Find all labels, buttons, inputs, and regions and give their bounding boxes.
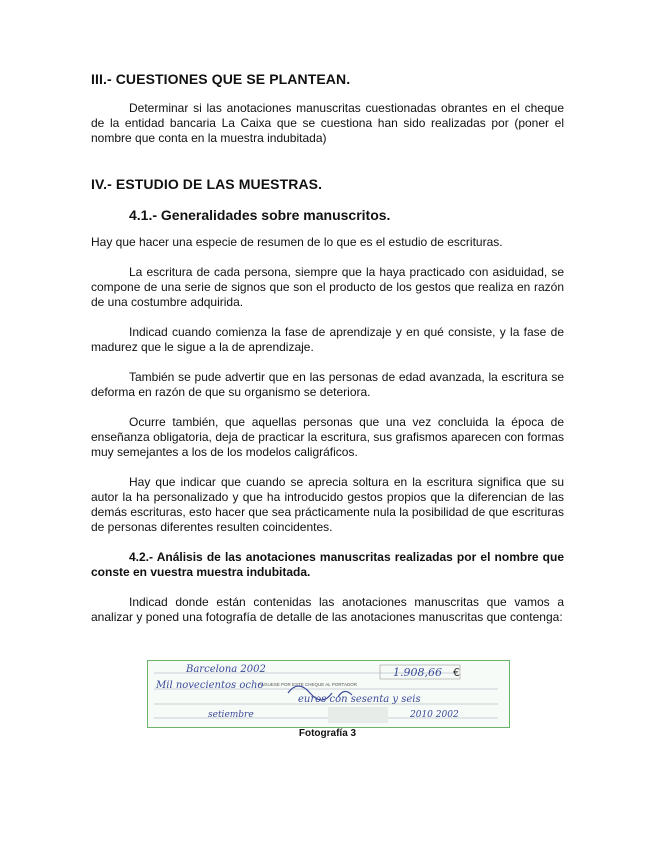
figure-caption: Fotografía 3 xyxy=(298,728,357,739)
section-3-paragraph: Determinar si las anotaciones manuscritas cuestionadas obrantes en el cheque de la entidad bancaria La Caixa que se cuestiona han sido realizadas por (poner el nombre que conta en la muestra indubitada) xyxy=(91,101,564,145)
subsection-4-2-heading: 4.2.- Análisis de las anotaciones manuscritas realizadas por el nombre que conste en vuestra muestra indubitada. xyxy=(91,550,564,579)
section-3-heading: III.- CUESTIONES QUE SE PLANTEAN. xyxy=(91,71,351,87)
cheque-currency: € xyxy=(453,666,460,679)
cheque-date: 2010 2002 xyxy=(410,710,459,720)
paragraph-intro: Hay que hacer una especie de resumen de lo que es el estudio de escrituras. xyxy=(91,235,503,249)
paragraph-indicad-donde: Indicad donde están contenidas las anotaciones manuscritas que vamos a analizar y poned una fotografía de detalle de las anotaciones manuscritas que contenga: xyxy=(91,595,564,624)
paragraph-aprendizaje: Indicad cuando comienza la fase de aprendizaje y en qué consiste, y la fase de madurez que le sigue a la de aprendizaje. xyxy=(91,325,564,354)
paragraph-soltura: Hay que indicar que cuando se aprecia soltura en la escritura significa que su autor la ha personalizado y que ha introducido gestos propios que la diferencian de las demás escrituras, esto hacer que sea prácticamente nula la posibilidad de que escrituras de personas diferentes resulten coincidentes. xyxy=(91,475,564,534)
paragraph-ensenanza: Ocurre también, que aquellas personas que una vez concluida la época de enseñanza obligatoria, deja de practicar la escritura, sus grafismos aparecen con formas muy semejantes a los de los modelos caligráficos. xyxy=(91,415,564,459)
paragraph-escritura: La escritura de cada persona, siempre que la haya practicado con asiduidad, se compone de una serie de signos que son el producto de los gestos que realiza en razón de una costumbre adquirida. xyxy=(91,265,564,309)
document-page xyxy=(91,72,564,625)
cheque-image xyxy=(148,661,509,727)
section-4-heading: IV.- ESTUDIO DE LAS MUESTRAS. xyxy=(91,176,323,192)
cheque-photo xyxy=(147,660,510,728)
subsection-4-1-heading: 4.1.- Generalidades sobre manuscritos. xyxy=(129,207,391,223)
cheque-amount: 1.908,66 xyxy=(393,666,442,679)
paragraph-edad-avanzada: También se pude advertir que en las personas de edad avanzada, la escritura se deforma en razón de que su organismo se deteriora. xyxy=(91,370,564,399)
cheque-printed-text: PÁGUESE POR ESTE CHEQUE AL PORTADOR xyxy=(258,682,357,687)
cheque-handwriting-1: Barcelona 2002 xyxy=(186,664,266,675)
cheque-handwriting-2: Mil novecientos ocho xyxy=(156,680,264,691)
cheque-handwriting-3: euros con sesenta y seis xyxy=(298,694,421,705)
cheque-handwriting-4: setiembre xyxy=(208,710,254,720)
